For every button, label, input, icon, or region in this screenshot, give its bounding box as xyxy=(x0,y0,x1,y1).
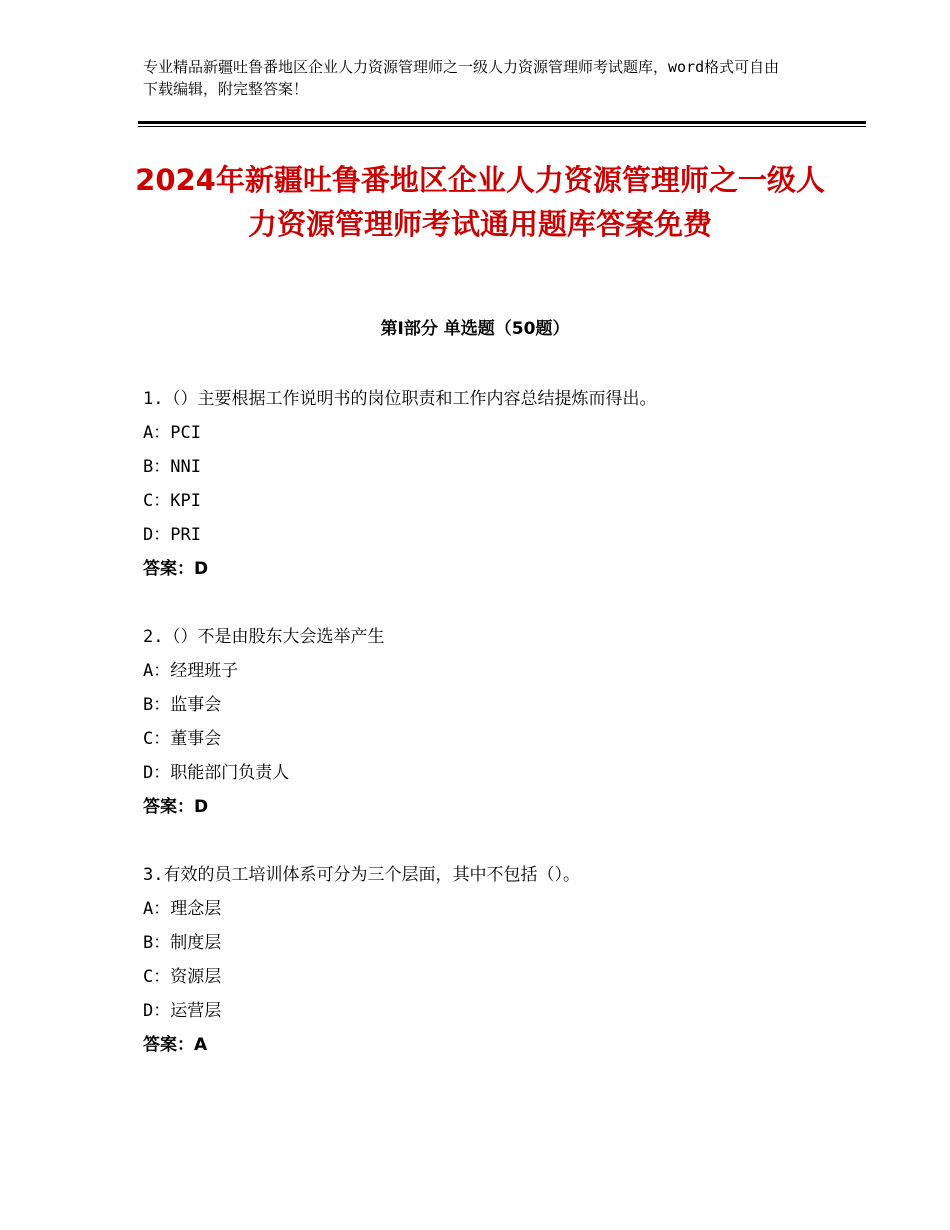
document-title: 2024年新疆吐鲁番地区企业人力资源管理师之一级人力资源管理师考试通用题库答案免费 xyxy=(135,163,825,241)
option-a: A：经理班子 xyxy=(143,661,239,681)
option-b: B：监事会 xyxy=(143,695,222,715)
section-heading: 第Ⅰ部分 单选题（50题） xyxy=(380,319,570,339)
answer: 答案：D xyxy=(143,797,209,817)
option-c: C：KPI xyxy=(143,491,201,511)
question-2 xyxy=(143,620,843,824)
answer: 答案：A xyxy=(143,1035,208,1055)
answer: 答案：D xyxy=(143,559,209,579)
question-stem: 2.（）不是由股东大会选举产生 xyxy=(143,627,385,647)
option-a: A：PCI xyxy=(143,423,201,443)
option-c: C：资源层 xyxy=(143,967,222,987)
question-stem: 1.（）主要根据工作说明书的岗位职责和工作内容总结提炼而得出。 xyxy=(143,389,657,409)
option-d: D：职能部门负责人 xyxy=(143,763,290,783)
option-b: B：制度层 xyxy=(143,933,222,953)
header-note: 专业精品新疆吐鲁番地区企业人力资源管理师之一级人力资源管理师考试题库，word格式可自由下载编辑，附完整答案！ xyxy=(143,58,780,98)
option-d: D：运营层 xyxy=(143,1001,222,1021)
question-1 xyxy=(143,382,843,586)
option-c: C：董事会 xyxy=(143,729,222,749)
question-stem: 3.有效的员工培训体系可分为三个层面，其中不包括（）。 xyxy=(143,865,580,885)
header-rule-thick xyxy=(138,121,866,124)
question-list xyxy=(143,382,843,1096)
option-d: D：PRI xyxy=(143,525,201,545)
question-3 xyxy=(143,858,843,1062)
header-rule-thin xyxy=(138,126,866,127)
option-b: B：NNI xyxy=(143,457,201,477)
option-a: A：理念层 xyxy=(143,899,222,919)
